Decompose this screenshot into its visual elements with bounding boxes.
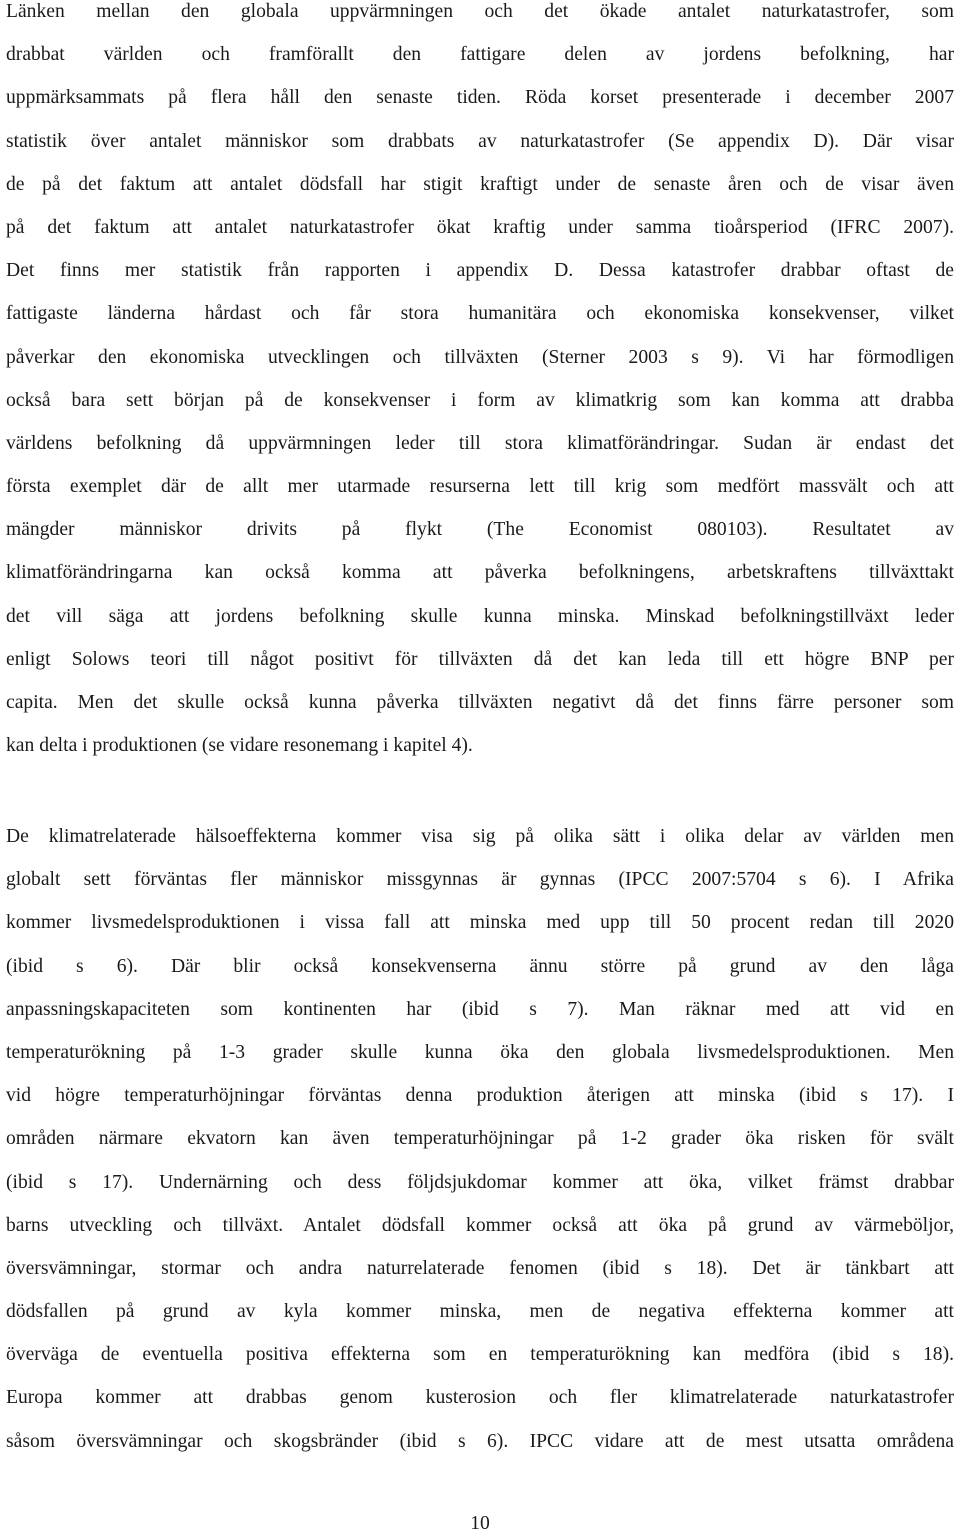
text-line: Europa kommer att drabbas genom kusterosion och fler klimatrelaterade naturkatastrofer [6,1387,954,1409]
text-line: temperaturökning på 1-3 grader skulle kunna öka den globala livsmedelsproduktionen. Men [6,1041,954,1063]
page-number: 10 [470,1513,490,1534]
text-line: områden närmare ekvatorn kan även temperaturhöjningar på 1-2 grader öka risken för svält [6,1128,954,1150]
text-line: på det faktum att antalet naturkatastrofer ökat kraftig under samma tioårsperiod (IFRC 2007). [6,216,954,238]
text-line: (ibid s 17). Undernärning och dess följdsjukdomar kommer att öka, vilket främst drabbar [6,1171,954,1193]
text-line: världens befolkning då uppvärmningen leder till stora klimatförändringar. Sudan är endast det [6,432,954,454]
text-line: Länken mellan den globala uppvärmningen och det ökade antalet naturkatastrofer, som [6,1,954,22]
text-line: överväga de eventuella positiva effekterna som en temperaturökning kan medföra (ibid s 18). [6,1344,954,1366]
text-line: Det finns mer statistik från rapporten i appendix D. Dessa katastrofer drabbar oftast de [6,260,954,282]
paragraph-1 [6,0,954,767]
text-line: drabbat världen och framförallt den fattigare delen av jordens befolkning, har [6,44,954,66]
text-line: statistik över antalet människor som drabbats av naturkatastrofer (Se appendix D). Där visar [6,130,954,152]
text-line: vid högre temperaturhöjningar förväntas denna produktion återigen att minska (ibid s 17). I [6,1085,954,1107]
text-line: det vill säga att jordens befolkning skulle kunna minska. Minskad befolkningstillväxt leder [6,605,954,627]
paragraph-2 [6,815,954,1463]
text-line: kan delta i produktionen (se vidare resonemang i kapitel 4). [6,735,473,757]
text-line: anpassningskapaciteten som kontinenten har (ibid s 7). Man räknar med att vid en [6,998,954,1020]
text-line: dödsfallen på grund av kyla kommer minska, men de negativa effekterna kommer att [6,1301,954,1323]
text-line: påverkar den ekonomiska utvecklingen och tillväxten (Sterner 2003 s 9). Vi har förmodligen [6,346,954,368]
text-line: såsom översvämningar och skogsbränder (ibid s 6). IPCC vidare att de mest utsatta områdena [6,1430,954,1452]
text-line: enligt Solows teori till något positivt för tillväxten då det kan leda till ett högre BNP per [6,648,954,670]
text-line: uppmärksammats på flera håll den senaste tiden. Röda korset presenterade i december 2007 [6,87,954,109]
text-line: capita. Men det skulle också kunna påverka tillväxten negativt då det finns färre personer som [6,692,954,713]
text-line: översvämningar, stormar och andra naturrelaterade fenomen (ibid s 18). Det är tänkbart att [6,1257,954,1279]
text-line: de på det faktum att antalet dödsfall har stigit kraftigt under de senaste åren och de visar även [6,173,954,195]
text-line: fattigaste länderna hårdast och får stora humanitära och ekonomiska konsekvenser, vilket [6,303,954,325]
text-line: också bara sett början på de konsekvenser i form av klimatkrig som kan komma att drabba [6,389,954,411]
text-line: klimatförändringarna kan också komma att påverka befolkningens, arbetskraftens tillväxttakt [6,562,954,584]
text-line: mängder människor drivits på flykt (The Economist 080103). Resultatet av [6,519,954,541]
text-line: första exemplet där de allt mer utarmade resurserna lett till krig som medfört massvält och att [6,476,954,498]
text-line: De klimatrelaterade hälsoeffekterna kommer visa sig på olika sätt i olika delar av världen men [6,826,954,847]
text-line: (ibid s 6). Där blir också konsekvenserna ännu större på grund av den låga [6,955,954,977]
text-line: kommer livsmedelsproduktionen i vissa fall att minska med upp till 50 procent redan till 2020 [6,912,954,934]
text-line: globalt sett förväntas fler människor missgynnas är gynnas (IPCC 2007:5704 s 6). I Afrika [6,869,954,891]
text-line: barns utveckling och tillväxt. Antalet dödsfall kommer också att öka på grund av värmeböljor, [6,1214,954,1236]
